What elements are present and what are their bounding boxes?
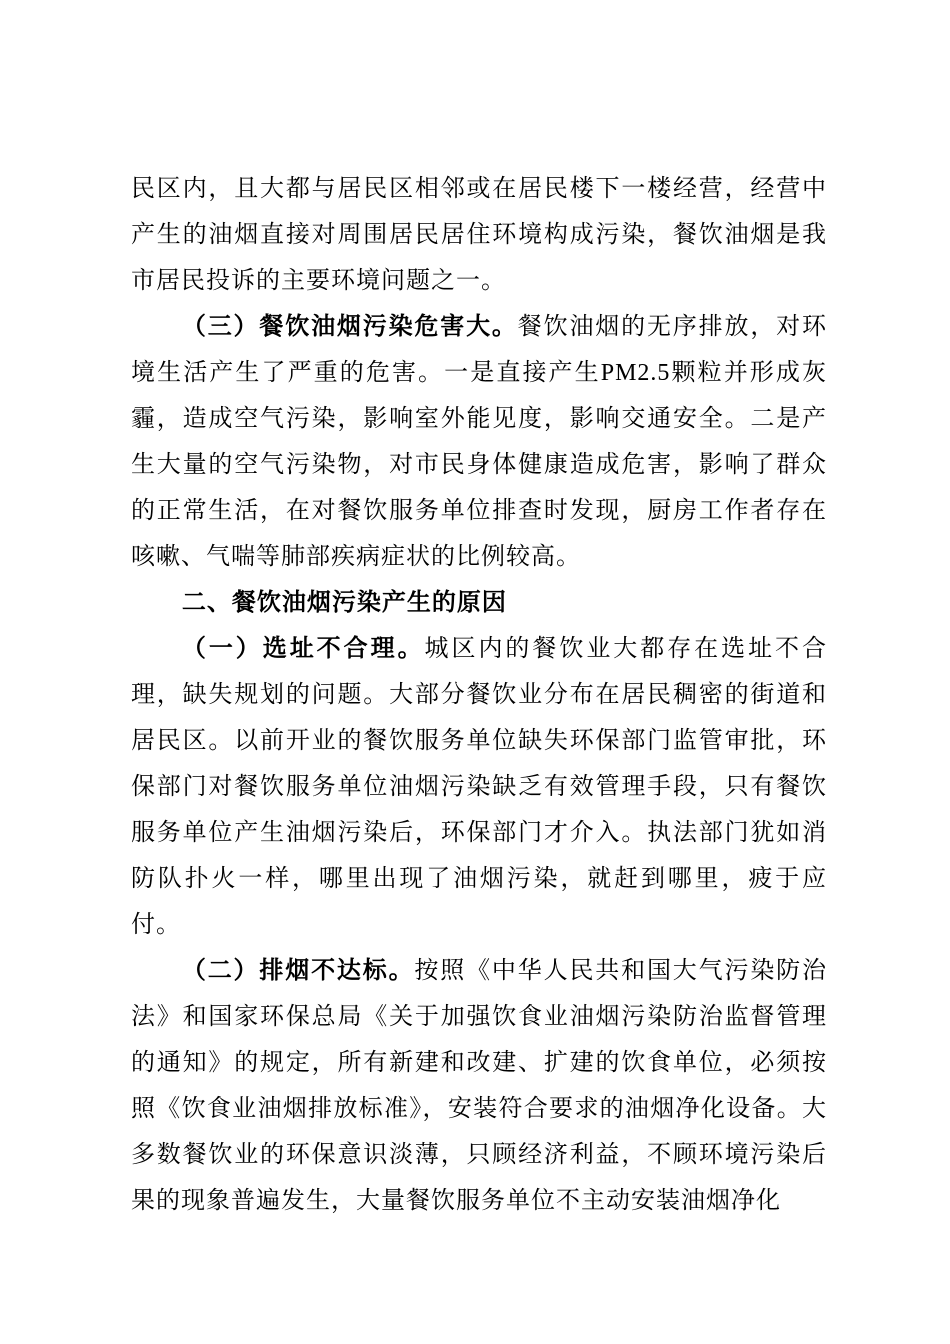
- text-run: 按照《中华人民共和国大气污染防治法》和国家环保总局《关于加强饮食业油烟污染防治监督管理的通知》的规定，所有新建和改建、扩建的饮食单位，必须按照《饮食业油烟排放标准》，安装符合要求的油烟净化设备。大多数餐饮业的环保意识淡薄，只顾经济利益，不顾环境污染后果的现象普遍发生，大量餐饮服务单位不主动安装油烟净化: [131, 958, 827, 1214]
- text-run: 餐饮油烟的无序排放，对环境生活产生了严重的危害。一是直接产生PM2.5颗粒并形成灰霾，造成空气污染，影响室外能见度，影响交通安全。二是产生大量的空气污染物，对市民身体健康造成危害，影响了群众的正常生活，在对餐饮服务单位排查时发现，厨房工作者存在咳嗽、气喘等肺部疾病症状的比例较高。: [131, 314, 828, 570]
- text-run: 民区内，且大都与居民区相邻或在居民楼下一楼经营，经营中产生的油烟直接对周围居民居住环境构成污染，餐饮油烟是我市居民投诉的主要环境问题之一。: [131, 176, 827, 294]
- paragraph-reason-one-location: [131, 626, 827, 948]
- bold-text-run: （二）排烟不达标。: [181, 958, 415, 984]
- paragraph-continuation: [131, 166, 827, 304]
- bold-text-run: 二、餐饮油烟污染产生的原因: [181, 590, 507, 616]
- bold-text-run: （一）选址不合理。: [181, 636, 425, 662]
- heading-part-two: [131, 580, 827, 626]
- bold-text-run: （三）餐饮油烟污染危害大。: [181, 314, 518, 340]
- paragraph-reason-two-emission: [131, 948, 827, 1224]
- paragraph-section-three-harm: [131, 304, 827, 580]
- text-run: 城区内的餐饮业大都存在选址不合理，缺失规划的问题。大部分餐饮业分布在居民稠密的街道和居民区。以前开业的餐饮服务单位缺失环保部门监管审批，环保部门对餐饮服务单位油烟污染缺乏有效管理手段，只有餐饮服务单位产生油烟污染后，环保部门才介入。执法部门犹如消防队扑火一样，哪里出现了油烟污染，就赶到哪里，疲于应付。: [131, 636, 828, 938]
